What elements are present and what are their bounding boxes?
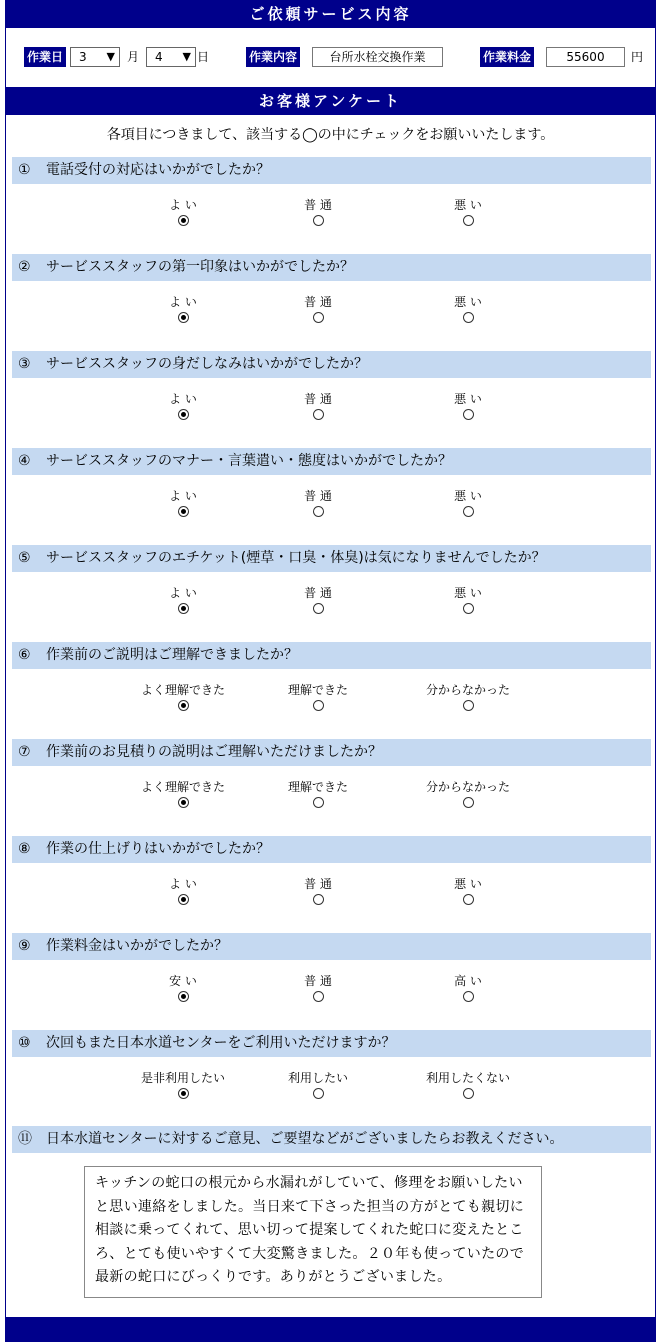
answer-options-8 [0,876,661,916]
radio-button[interactable] [313,991,324,1002]
option-label: 是非利用したい [140,1071,225,1085]
option-label: 高 い [454,974,482,988]
answer-options-10 [0,1070,661,1110]
radio-button[interactable] [313,1088,324,1099]
month-unit: 月 [127,50,140,64]
question-text: サービススタッフのマナー・言葉遣い・態度はいかがでしたか？ [46,453,452,469]
answer-option[interactable] [408,294,528,323]
answer-option[interactable] [258,973,378,1002]
option-label: よ い [169,877,197,891]
radio-button[interactable] [313,603,324,614]
answer-option[interactable] [258,585,378,614]
radio-button[interactable] [313,312,324,323]
question-bar-11 [12,1126,651,1153]
option-label: よ い [169,295,197,309]
question-bar-7 [12,739,651,766]
answer-option[interactable] [408,585,528,614]
question-bar-9 [12,933,651,960]
question-bar-5 [12,545,651,572]
question-bar-10 [12,1030,651,1057]
question-number: ② [18,259,31,275]
answer-option[interactable] [408,197,528,226]
question-text: 作業料金はいかがでしたか？ [46,938,228,954]
question-text: サービススタッフの第一印象はいかがでしたか？ [46,259,354,275]
option-label: 悪 い [454,877,482,891]
answer-option[interactable] [123,876,243,905]
option-label: 分からなかった [425,683,510,697]
radio-button[interactable] [178,894,189,905]
work-content-label: 作業内容 [246,47,300,67]
survey-intro: 各項目につきまして、該当する◯の中にチェックをお願いいたします。 [106,127,555,143]
option-label: よ い [169,392,197,406]
question-number: ⑪ [18,1131,32,1147]
question-bar-8 [12,836,651,863]
month-value: 3 [79,50,87,64]
question-number: ⑨ [18,938,31,954]
answer-option[interactable] [123,1070,243,1099]
radio-button[interactable] [463,991,474,1002]
option-label: 普 通 [304,974,332,988]
answer-option[interactable] [123,391,243,420]
service-info-row [0,44,661,72]
option-label: 普 通 [304,489,332,503]
option-label: よ い [169,586,197,600]
option-label: 悪 い [454,198,482,212]
question-text: 作業前のご説明はご理解できましたか？ [46,647,298,663]
option-label: 普 通 [304,392,332,406]
question-bar-4 [12,448,651,475]
answer-option[interactable] [408,391,528,420]
answer-option[interactable] [408,779,528,808]
radio-button[interactable] [463,603,474,614]
radio-button[interactable] [463,312,474,323]
radio-button[interactable] [178,1088,189,1099]
option-label: 分からなかった [425,780,510,794]
question-text: 次回もまた日本水道センターをご利用いただけますか？ [46,1035,396,1051]
radio-button[interactable] [313,700,324,711]
radio-button[interactable] [178,797,189,808]
radio-button[interactable] [313,506,324,517]
radio-button[interactable] [178,991,189,1002]
question-text: サービススタッフの身だしなみはいかがでしたか？ [46,356,368,372]
option-label: 普 通 [304,198,332,212]
answer-option[interactable] [123,488,243,517]
work-content-field: 台所水栓交換作業 [312,47,443,67]
option-label: よ い [169,198,197,212]
option-label: 理解できた [287,683,348,697]
answer-options-5 [0,585,661,625]
question-number: ① [18,162,31,178]
option-label: よく理解できた [140,683,225,697]
answer-options-7 [0,779,661,819]
chevron-down-icon: ▼ [106,50,115,63]
answer-options-6 [0,682,661,722]
radio-button[interactable] [313,409,324,420]
question-text: 電話受付の対応はいかがでしたか？ [46,162,270,178]
chevron-down-icon: ▼ [182,50,191,63]
answer-option[interactable] [258,1070,378,1099]
question-number: ④ [18,453,31,469]
answer-option[interactable] [408,682,528,711]
radio-button[interactable] [463,1088,474,1099]
question-bar-3 [12,351,651,378]
question-number: ⑥ [18,647,31,663]
month-select[interactable] [70,47,120,67]
answer-option[interactable] [123,585,243,614]
answer-options-1 [0,197,661,237]
option-label: 悪 い [454,392,482,406]
answer-option[interactable] [258,488,378,517]
answer-option[interactable] [258,779,378,808]
radio-button[interactable] [313,797,324,808]
option-label: 悪 い [454,295,482,309]
question-text: 作業前のお見積りの説明はご理解いただけましたか？ [46,744,382,760]
question-number: ⑧ [18,841,31,857]
answer-option[interactable] [258,294,378,323]
answer-option[interactable] [408,488,528,517]
answer-option[interactable] [123,779,243,808]
answer-option[interactable] [258,682,378,711]
question-text: サービススタッフのエチケット(煙草・口臭・体臭)は気になりませんでしたか？ [46,550,546,566]
question-text: 日本水道センターに対するご意見、ご要望などがございましたらお教えください。 [46,1131,564,1147]
service-header: ご依頼サービス内容 [6,0,655,28]
option-label: よく理解できた [140,780,225,794]
answer-option[interactable] [123,197,243,226]
answer-options-4 [0,488,661,528]
radio-button[interactable] [178,700,189,711]
answer-option[interactable] [408,1070,528,1099]
radio-button[interactable] [313,894,324,905]
radio-button[interactable] [178,409,189,420]
option-label: 普 通 [304,586,332,600]
radio-button[interactable] [178,603,189,614]
day-value: 4 [155,50,163,64]
radio-button[interactable] [313,215,324,226]
radio-button[interactable] [178,215,189,226]
answer-option[interactable] [258,197,378,226]
option-label: 普 通 [304,295,332,309]
radio-button[interactable] [463,409,474,420]
work-fee-label: 作業料金 [480,47,534,67]
question-number: ⑤ [18,550,31,566]
option-label: よ い [169,489,197,503]
radio-button[interactable] [463,215,474,226]
fee-unit: 円 [631,50,644,64]
answer-options-9 [0,973,661,1013]
option-label: 安 い [169,974,197,988]
comment-box[interactable]: キッチンの蛇口の根元から水漏れがしていて、修理をお願いしたいと思い連絡をしました。当日来て下さった担当の方がとても親切に相談に乗ってくれて、思い切って提案してくれた蛇口に変えたところ、とても使いやすくて大変驚きました。２０年も使っていたので最新の蛇口にびっくりです。ありがとうございました。 [84,1166,542,1298]
answer-options-2 [0,294,661,334]
day-unit: 日 [197,50,210,64]
option-label: 悪 い [454,586,482,600]
question-text: 作業の仕上げりはいかがでしたか？ [46,841,270,857]
option-label: 利用したくない [425,1071,510,1085]
radio-button[interactable] [178,506,189,517]
answer-option[interactable] [123,682,243,711]
radio-button[interactable] [463,894,474,905]
option-label: 理解できた [287,780,348,794]
question-number: ⑦ [18,744,31,760]
work-fee-field: 55600 [546,47,625,67]
answer-option[interactable] [408,876,528,905]
survey-header: お客様アンケート [6,87,655,115]
answer-option[interactable] [258,876,378,905]
answer-option[interactable] [123,294,243,323]
question-number: ⑩ [18,1035,31,1051]
answer-options-3 [0,391,661,431]
radio-button[interactable] [178,312,189,323]
answer-option[interactable] [123,973,243,1002]
answer-option[interactable] [408,973,528,1002]
radio-button[interactable] [463,797,474,808]
option-label: 利用したい [287,1071,348,1085]
footer-bar [6,1317,655,1342]
answer-option[interactable] [258,391,378,420]
radio-button[interactable] [463,700,474,711]
question-number: ③ [18,356,31,372]
question-bar-1 [12,157,651,184]
day-select[interactable] [146,47,196,67]
option-label: 普 通 [304,877,332,891]
option-label: 悪 い [454,489,482,503]
question-bar-2 [12,254,651,281]
question-bar-6 [12,642,651,669]
radio-button[interactable] [463,506,474,517]
work-date-label: 作業日 [24,47,66,67]
